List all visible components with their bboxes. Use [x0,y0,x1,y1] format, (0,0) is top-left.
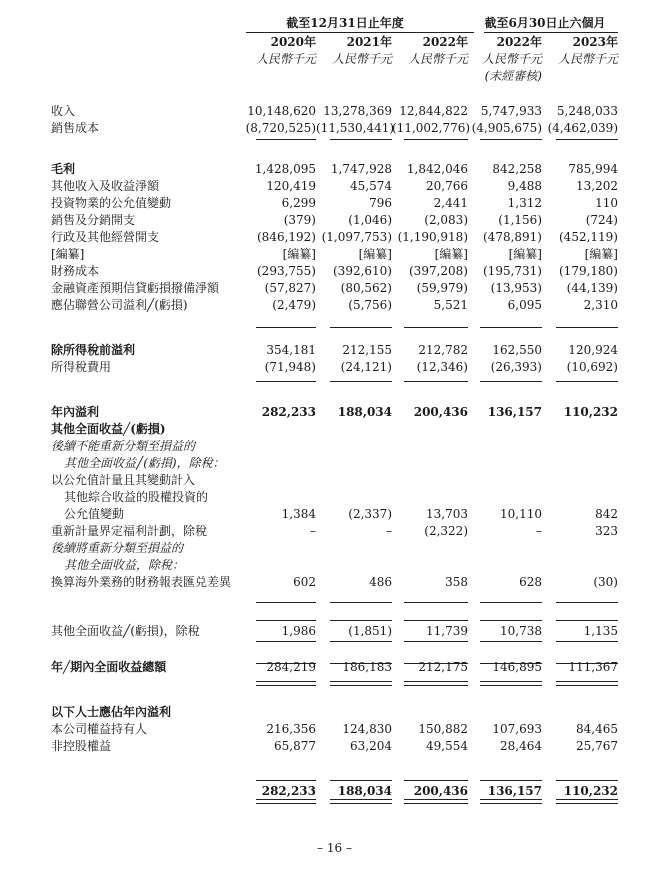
year-header: 2022年 [422,35,468,49]
year-header: 2020年 [270,35,316,49]
table-row [0,721,669,738]
row-value: [編纂] [584,247,618,261]
table-row [0,263,669,280]
subtotal-rule [480,620,542,621]
row-value: – [386,524,392,538]
subtotal-rule [256,620,316,621]
row-label: 年╱期內全面收益總額 [51,660,167,674]
row-value: 1,384 [281,507,316,521]
table-row [0,229,669,246]
row-value: – [536,524,542,538]
currency-label: 人民幣千元 [331,52,392,66]
row-value: (724) [585,213,618,227]
subtotal-rule [330,663,392,664]
row-value: 216,356 [266,722,316,736]
row-value: 146,895 [492,660,542,674]
row-value: (2,083) [424,213,468,227]
row-value: 5,248,033 [556,104,618,118]
subtotal-rule [556,663,618,664]
table-row [0,404,669,421]
table-row [0,342,669,359]
subtotal-rule [330,381,392,382]
row-label: 所得稅費用 [51,360,112,374]
row-value: 486 [369,575,392,589]
total-double-rule [480,681,542,686]
row-value: [編纂] [358,247,392,261]
row-label: 其他全面收益╱(虧損) [51,422,166,436]
row-label: 行政及其他經營開支 [51,230,160,244]
row-value: 188,034 [337,405,392,419]
table-row [0,557,669,574]
row-value: (846,192) [257,230,316,244]
row-value: (452,119) [559,230,618,244]
row-label: 公允值變動 [64,507,125,521]
row-label: 金融資產預期信貸虧損撥備淨額 [51,281,220,295]
subtotal-rule [556,780,618,781]
row-value: 136,157 [487,405,542,419]
row-label: 其他全面收益╱(虧損)，除稅： [64,456,225,470]
row-value: 110,232 [563,405,618,419]
row-value: 6,095 [507,298,542,312]
subtotal-rule [404,139,468,140]
row-value: 5,521 [433,298,468,312]
row-value: [編纂] [508,247,542,261]
table-row [0,438,669,455]
row-value: (4,905,675) [471,121,542,135]
table-row [0,280,669,297]
table-row [0,783,669,800]
row-value: 200,436 [413,784,468,798]
row-label: 銷售成本 [51,121,100,135]
row-value: 20,766 [426,179,468,193]
total-double-rule [556,799,618,804]
total-double-rule [556,681,618,686]
subtotal-rule [256,381,316,382]
row-value: (1,851) [348,624,392,638]
row-value: 11,739 [426,624,468,638]
row-label: 重新計量界定福利計劃，除稅 [51,524,208,538]
subtotal-rule [404,780,468,781]
row-value: (57,827) [264,281,316,295]
row-value: (179,180) [559,264,618,278]
table-row [0,455,669,472]
row-value: (13,953) [490,281,542,295]
row-value: 12,844,822 [399,104,468,118]
row-value: (2,322) [424,524,468,538]
row-value: 28,464 [500,739,542,753]
row-value: 120,419 [266,179,316,193]
table-row [0,161,669,178]
subtotal-rule [556,327,618,328]
row-value: [編纂] [434,247,468,261]
row-value: 212,175 [418,660,468,674]
subtotal-rule [404,620,468,621]
row-value: (1,046) [348,213,392,227]
row-value: (26,393) [490,360,542,374]
row-value: (12,346) [416,360,468,374]
row-value: 212,155 [342,343,392,357]
table-row [0,195,669,212]
row-value: (2,479) [272,298,316,312]
row-value: 107,693 [492,722,542,736]
subtotal-rule [480,139,542,140]
subtotal-rule [480,641,542,642]
subtotal-rule [330,780,392,781]
row-value: – [310,524,316,538]
row-value: (11,530,441) [316,121,395,135]
row-value: (397,208) [409,264,468,278]
row-value: 110 [595,196,618,210]
table-row [0,421,669,438]
subtotal-rule [480,381,542,382]
table-row [0,178,669,195]
row-value: 212,782 [418,343,468,357]
table-row [0,659,669,676]
row-value: (71,948) [264,360,316,374]
subtotal-rule [480,327,542,328]
unaudited-label: (未經審核) [484,69,542,83]
subtotal-rule [256,663,316,664]
total-double-rule [256,681,316,686]
row-value: (195,731) [483,264,542,278]
row-value: 124,830 [342,722,392,736]
table-row [0,540,669,557]
row-label: 年內溢利 [51,405,100,419]
row-value: 120,924 [568,343,618,357]
subtotal-rule [330,139,392,140]
row-label: 以公允值計量且其變動計入 [51,473,196,487]
subtotal-rule [256,602,316,603]
table-row [0,523,669,540]
currency-label: 人民幣千元 [557,52,618,66]
row-value: (4,462,039) [547,121,618,135]
row-value: 65,877 [274,739,316,753]
row-value: 6,299 [281,196,316,210]
table-row [0,120,669,137]
row-value: (80,562) [340,281,392,295]
row-value: 49,554 [426,739,468,753]
row-value: [編纂] [282,247,316,261]
row-value: 200,436 [413,405,468,419]
currency-label: 人民幣千元 [481,52,542,66]
row-value: 45,574 [350,179,392,193]
table-row [0,212,669,229]
row-value: 1,842,046 [406,162,468,176]
row-label: 其他收入及收益淨額 [51,179,160,193]
total-double-rule [256,799,316,804]
row-label: 其他綜合收益的股權投資的 [64,490,209,504]
row-label: 除所得稅前溢利 [51,343,136,357]
row-label: 後續將重新分類至損益的 [51,541,184,555]
row-value: 1,135 [583,624,618,638]
row-label: 投資物業的公允值變動 [51,196,172,210]
row-label: 應佔聯營公司溢利╱(虧損) [51,298,188,312]
subtotal-rule [404,641,468,642]
currency-label: 人民幣千元 [407,52,468,66]
row-value: 84,465 [576,722,618,736]
row-value: (1,097,753) [321,230,392,244]
row-value: (293,755) [257,264,316,278]
row-value: 162,550 [492,343,542,357]
row-label: 毛利 [51,162,76,176]
row-value: 110,232 [563,784,618,798]
row-value: 602 [293,575,316,589]
row-label: 本公司權益持有人 [51,722,148,736]
row-value: (2,337) [348,507,392,521]
table-row [0,359,669,376]
table-row [0,103,669,120]
subtotal-rule [330,620,392,621]
subtotal-rule [256,139,316,140]
header-group-year-end: 截至12月31日止年度 [286,16,404,30]
subtotal-rule [556,139,618,140]
subtotal-rule [330,641,392,642]
table-row [0,623,669,640]
row-value: (10,692) [566,360,618,374]
subtotal-rule [330,602,392,603]
row-value: (8,720,525) [245,121,316,135]
row-value: 150,882 [418,722,468,736]
row-value: (392,610) [333,264,392,278]
subtotal-rule [404,602,468,603]
row-value: 282,233 [261,405,316,419]
subtotal-rule [404,663,468,664]
row-value: (1,190,918) [397,230,468,244]
total-double-rule [404,799,468,804]
table-row [0,704,669,721]
table-row [0,574,669,591]
row-value: 136,157 [487,784,542,798]
total-double-rule [404,681,468,686]
table-row [0,489,669,506]
subtotal-rule [256,780,316,781]
subtotal-rule [480,780,542,781]
table-row [0,297,669,314]
row-value: 111,367 [568,660,618,674]
total-double-rule [480,799,542,804]
table-row [0,506,669,523]
row-value: 628 [519,575,542,589]
subtotal-rule [556,620,618,621]
row-value: (44,139) [566,281,618,295]
row-value: 1,986 [281,624,316,638]
row-value: (24,121) [340,360,392,374]
year-header: 2023年 [572,35,618,49]
row-label: 銷售及分銷開支 [51,213,136,227]
row-label: 其他全面收益╱(虧損)，除稅 [51,624,200,638]
row-value: (5,756) [348,298,392,312]
row-value: 10,738 [500,624,542,638]
row-label: 後續不能重新分類至損益的 [51,439,196,453]
row-value: 284,219 [266,660,316,674]
row-value: 186,183 [342,660,392,674]
row-value: (379) [283,213,316,227]
row-label: 以下人士應佔年內溢利 [51,705,172,719]
row-value: (478,891) [483,230,542,244]
row-value: 2,310 [583,298,618,312]
row-label: 財務成本 [51,264,100,278]
row-label: 換算海外業務的財務報表匯兑差異 [51,575,232,589]
row-value: 358 [445,575,468,589]
year-header: 2022年 [496,35,542,49]
row-value: 323 [595,524,618,538]
row-value: 842,258 [492,162,542,176]
row-value: 13,202 [576,179,618,193]
page-number: – 16 – [317,841,352,855]
row-value: (30) [593,575,618,589]
row-label: 其他全面收益，除稅： [64,558,185,572]
total-double-rule [330,799,392,804]
row-value: 2,441 [433,196,468,210]
row-value: 63,204 [350,739,392,753]
row-value: 5,747,933 [480,104,542,118]
row-value: 282,233 [261,784,316,798]
row-value: 9,488 [507,179,542,193]
row-value: 25,767 [576,739,618,753]
row-value: 785,994 [568,162,618,176]
subtotal-rule [556,602,618,603]
row-value: 10,110 [500,507,542,521]
row-value: (59,979) [416,281,468,295]
row-value: 13,278,369 [323,104,392,118]
year-header: 2021年 [346,35,392,49]
currency-label: 人民幣千元 [255,52,316,66]
row-value: (1,156) [498,213,542,227]
row-label: 非控股權益 [51,739,112,753]
row-value: 842 [595,507,618,521]
subtotal-rule [480,663,542,664]
row-value: 1,747,928 [330,162,392,176]
total-double-rule [330,681,392,686]
table-row [0,472,669,489]
row-value: 354,181 [266,343,316,357]
subtotal-rule [556,381,618,382]
header-group-six-months: 截至6月30日止六個月 [484,16,606,30]
subtotal-rule [404,327,468,328]
row-label: [編纂] [51,247,85,261]
subtotal-rule [256,327,316,328]
row-value: 1,312 [507,196,542,210]
table-row [0,246,669,263]
row-value: 188,034 [337,784,392,798]
subtotal-rule [256,641,316,642]
row-value: 10,148,620 [247,104,316,118]
row-value: 796 [369,196,392,210]
row-value: 1,428,095 [254,162,316,176]
row-value: 13,703 [426,507,468,521]
row-value: (11,002,776) [392,121,471,135]
table-row [0,738,669,755]
row-label: 收入 [51,104,76,118]
subtotal-rule [556,641,618,642]
subtotal-rule [404,381,468,382]
subtotal-rule [480,602,542,603]
subtotal-rule [330,327,392,328]
